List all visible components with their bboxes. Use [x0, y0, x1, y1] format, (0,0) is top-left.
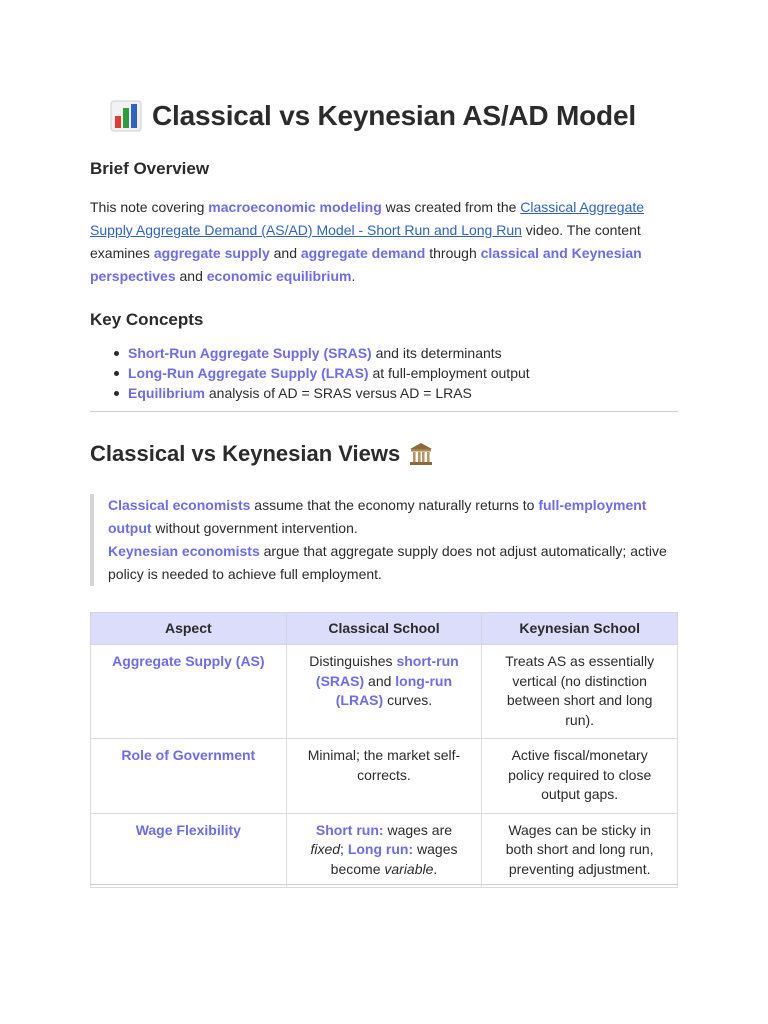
highlight-term: Long run:: [347, 841, 414, 857]
title-row: [110, 96, 636, 136]
table-row: [91, 739, 678, 814]
keynesian-cell: Treats AS as essentially vertical (no distinction between short and long run).: [482, 645, 678, 739]
classical-cell: Minimal; the market self-corrects.: [286, 739, 482, 814]
aspect-cell: Role of Government: [91, 739, 287, 814]
text-run: video. The content examines: [90, 222, 641, 261]
list-item: [128, 343, 688, 363]
overview-heading: Brief Overview: [90, 159, 210, 178]
column-header: Keynesian School: [482, 613, 678, 645]
views-blockquote: [90, 494, 670, 586]
highlight-term: Keynesian economists: [108, 543, 260, 559]
list-item: [128, 363, 688, 383]
keynesian-cell: Active fiscal/monetary policy required to close output gaps.: [482, 739, 678, 814]
classical-cell: [286, 645, 482, 739]
text-run: This note covering: [90, 199, 209, 215]
highlight-term: classical and Keynesian perspectives: [90, 245, 642, 284]
text-run: argue that aggregate supply does not adjust automatically; active policy is needed to achieve full employment.: [108, 543, 667, 582]
text-run: through: [425, 245, 481, 261]
column-header: Aspect: [91, 613, 287, 645]
keynesian-cell: Wages can be sticky in both short and long run, preventing adjustment.: [482, 813, 678, 888]
aspect-cell: Wage Flexibility: [91, 813, 287, 888]
highlight-term: aggregate supply: [153, 245, 270, 261]
views-heading-row: [90, 438, 434, 470]
key-concepts-heading: Key Concepts: [90, 310, 204, 329]
classical-cell: [286, 813, 482, 888]
concept-term: Short-Run Aggregate Supply (SRAS): [128, 345, 372, 361]
highlight-term: full-employment output: [108, 497, 647, 536]
text-run: and: [364, 672, 396, 689]
highlight-term: macroeconomic modeling: [208, 199, 382, 215]
text-run: and: [175, 268, 207, 284]
table-row: [91, 813, 678, 888]
concept-term: Long-Run Aggregate Supply (LRAS): [128, 365, 369, 381]
text-run: assume that the economy naturally returns to: [250, 497, 539, 513]
text-run: ;: [340, 841, 348, 857]
divider: [90, 411, 678, 412]
views-heading: Classical vs Keynesian Views: [90, 441, 401, 466]
text-run: wages are: [383, 821, 453, 838]
page-title: Classical vs Keynesian AS/AD Model: [152, 100, 636, 131]
concept-text: at full-employment output: [368, 365, 530, 381]
classical-building-emoji: [408, 441, 434, 467]
overview-paragraph: [90, 196, 670, 288]
comparison-table: [90, 612, 678, 888]
emphasis-text: fixed: [310, 841, 341, 857]
concept-term: Equilibrium: [128, 385, 205, 401]
divider: [90, 884, 678, 885]
text-run: .: [433, 860, 438, 877]
text-run: wages become: [330, 841, 458, 877]
source-video-link[interactable]: Classical Aggregate Supply Aggregate Demand (AS/AD) Model - Short Run and Long Run: [90, 199, 645, 238]
text-run: and: [269, 245, 301, 261]
text-run: Distinguishes: [309, 653, 397, 669]
highlight-term: Short run:: [315, 821, 384, 838]
aspect-cell: Aggregate Supply (AS): [91, 645, 287, 739]
text-run: without government intervention.: [151, 520, 358, 536]
bar-chart-emoji: [110, 100, 142, 132]
table-row: [91, 645, 678, 739]
highlight-term: long-run (LRAS): [335, 672, 453, 708]
table-header-row: [91, 613, 678, 645]
key-concepts-list: [90, 343, 688, 403]
text-run: was created from the: [381, 199, 521, 215]
text-run: curves.: [383, 692, 433, 708]
highlight-term: short-run (SRAS): [315, 653, 459, 689]
highlight-term: economic equilibrium: [206, 268, 352, 284]
list-item: [128, 383, 688, 403]
text-run: .: [351, 268, 356, 284]
highlight-term: Classical economists: [108, 497, 251, 513]
concept-text: analysis of AD = SRAS versus AD = LRAS: [205, 385, 472, 401]
column-header: Classical School: [286, 613, 482, 645]
emphasis-text: variable: [384, 860, 434, 877]
highlight-term: aggregate demand: [300, 245, 426, 261]
concept-text: and its determinants: [371, 345, 502, 361]
